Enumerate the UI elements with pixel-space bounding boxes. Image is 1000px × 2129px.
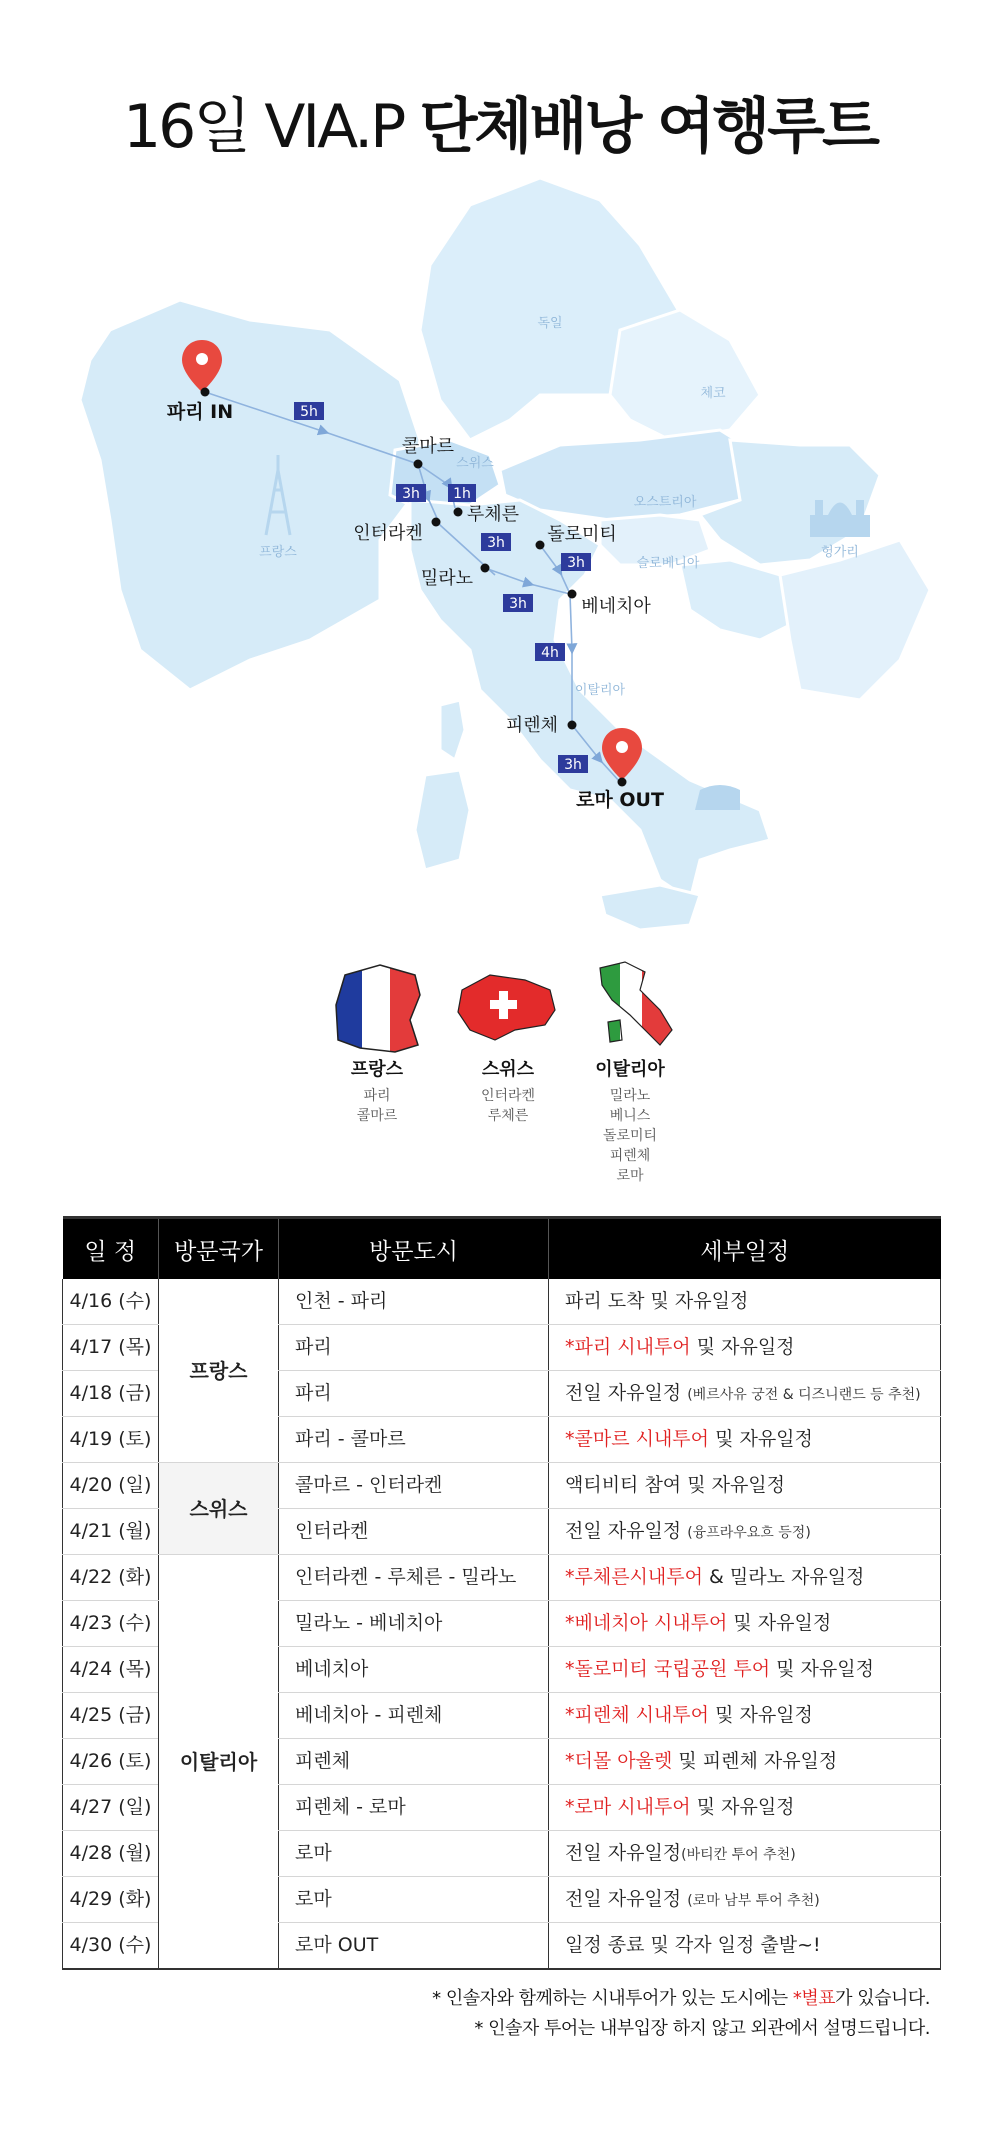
map-land-sardinia	[415, 770, 470, 870]
footnote-text: 가 있습니다.	[835, 1988, 930, 2009]
city-label-colmar: 콜마르	[401, 436, 455, 457]
row-date: 4/21 (월)	[63, 1509, 159, 1555]
flag-city: 인터라켄	[480, 1088, 536, 1104]
city-label-roma: 로마 OUT	[576, 789, 664, 811]
row-city: 인터라켄 - 루체른 - 밀라노	[279, 1555, 549, 1601]
svg-text:5h: 5h	[300, 404, 318, 420]
row-date: 4/18 (금)	[63, 1371, 159, 1417]
city-label-lucerne: 루체른	[466, 504, 520, 525]
detail-note: (베르사유 궁전 & 디즈니랜드 등 추천)	[687, 1387, 921, 1403]
row-date: 4/29 (화)	[63, 1877, 159, 1923]
detail-text: 및 피렌체 자유일정	[672, 1750, 838, 1772]
detail-highlight: *피렌체 시내투어	[565, 1704, 710, 1726]
row-date: 4/17 (목)	[63, 1325, 159, 1371]
schedule-table	[62, 1216, 941, 1970]
table-header-row	[63, 1218, 941, 1280]
detail-text: 전일 자유일정	[565, 1888, 688, 1910]
country-label-france: 프랑스	[259, 545, 297, 560]
country-label-czech: 체코	[700, 386, 726, 401]
france-flag-icon	[330, 960, 425, 1060]
city-label-dolomiti: 돌로미티	[547, 524, 617, 545]
table-row	[63, 1279, 941, 1325]
flag-name-swiss: 스위스	[481, 1059, 535, 1080]
detail-highlight: *더몰 아울렛	[565, 1750, 673, 1772]
detail-highlight: *파리 시내투어	[565, 1336, 691, 1358]
row-detail	[549, 1647, 941, 1693]
table-row	[63, 1555, 941, 1601]
flag-city: 콜마르	[356, 1108, 398, 1124]
row-detail	[549, 1509, 941, 1555]
duration-badge	[448, 484, 476, 502]
row-country: 이탈리아	[159, 1555, 279, 1970]
detail-text: 전일 자유일정	[565, 1842, 682, 1864]
country-label-swiss: 스위스	[456, 456, 494, 471]
cathedral-icon	[810, 500, 870, 537]
duration-badge	[294, 402, 324, 420]
row-detail	[549, 1831, 941, 1877]
footnote-highlight: *별표	[792, 1988, 836, 2009]
country-label-slovenia: 슬로베니아	[636, 556, 700, 571]
duration-badge	[561, 553, 591, 571]
row-date: 4/26 (토)	[63, 1739, 159, 1785]
row-date: 4/28 (월)	[63, 1831, 159, 1877]
country-label-austria: 오스트리아	[633, 495, 697, 510]
row-country: 스위스	[159, 1463, 279, 1555]
swiss-flag-icon	[458, 975, 555, 1040]
country-label-italy: 이탈리아	[574, 683, 626, 698]
header-country: 방문국가	[159, 1218, 279, 1280]
row-detail	[549, 1923, 941, 1970]
row-date: 4/19 (토)	[63, 1417, 159, 1463]
row-date: 4/27 (일)	[63, 1785, 159, 1831]
row-city: 인터라켄	[279, 1509, 549, 1555]
header-detail: 세부일정	[549, 1218, 941, 1280]
row-date: 4/20 (일)	[63, 1463, 159, 1509]
row-detail	[549, 1371, 941, 1417]
duration-badge	[535, 643, 565, 661]
page-title	[0, 92, 1000, 162]
row-city: 피렌체 - 로마	[279, 1785, 549, 1831]
detail-text: 및 자유일정	[690, 1336, 795, 1358]
detail-text: 및 자유일정	[709, 1704, 813, 1726]
map-land-balkans	[780, 540, 930, 700]
footnote-1	[432, 1984, 930, 2014]
row-city: 파리	[279, 1371, 549, 1417]
footnote-2: * 인솔자 투어는 내부입장 하지 않고 외관에서 설명드립니다.	[474, 2018, 930, 2039]
row-city: 베네치아 - 피렌체	[279, 1693, 549, 1739]
detail-text: 전일 자유일정	[565, 1520, 688, 1542]
row-city: 피렌체	[279, 1739, 549, 1785]
duration-badge	[558, 755, 588, 773]
map-land-czech	[610, 310, 760, 440]
row-city: 인천 - 파리	[279, 1279, 549, 1325]
row-detail	[549, 1325, 941, 1371]
flag-city: 베니스	[609, 1108, 651, 1124]
detail-text: 액티비티 참여 및 자유일정	[565, 1474, 786, 1496]
svg-text:4h: 4h	[541, 645, 559, 661]
header-date: 일 정	[63, 1218, 159, 1280]
detail-highlight: *로마 시내투어	[565, 1796, 691, 1818]
map-land-sicily	[600, 885, 700, 930]
route-map	[0, 160, 1000, 950]
italy-flag-icon	[595, 960, 677, 1050]
footnotes	[432, 1984, 930, 2044]
city-label-paris: 파리 IN	[166, 401, 234, 423]
flag-city: 로마	[616, 1168, 644, 1184]
title-bold: 단체배낭 여행루트	[419, 92, 878, 162]
detail-text: 및 자유일정	[709, 1428, 813, 1450]
row-city: 밀라노 - 베네치아	[279, 1601, 549, 1647]
detail-text: 일정 종료 및 각자 일정 출발~!	[565, 1934, 821, 1956]
detail-text: 및 자유일정	[770, 1658, 874, 1680]
detail-text: 전일 자유일정	[565, 1382, 688, 1404]
detail-text: 파리 도착 및 자유일정	[565, 1290, 749, 1312]
detail-note: (로마 남부 투어 추천)	[687, 1893, 820, 1909]
row-date: 4/25 (금)	[63, 1693, 159, 1739]
row-detail	[549, 1417, 941, 1463]
detail-highlight: *루체른시내투어	[565, 1566, 703, 1588]
row-city: 로마 OUT	[279, 1923, 549, 1970]
flag-name-italy: 이탈리아	[595, 1059, 665, 1080]
row-detail	[549, 1279, 941, 1325]
header-city: 방문도시	[279, 1218, 549, 1280]
flag-name-france: 프랑스	[350, 1059, 404, 1080]
footnote-text: * 인솔자와 함께하는 시내투어가 있는 도시에는	[432, 1988, 793, 2009]
row-country: 프랑스	[159, 1279, 279, 1463]
detail-note: (바티칸 투어 추천)	[681, 1847, 796, 1863]
detail-text: 및 자유일정	[727, 1612, 832, 1634]
row-detail	[549, 1739, 941, 1785]
svg-text:3h: 3h	[487, 535, 505, 551]
svg-text:3h: 3h	[567, 555, 585, 571]
row-date: 4/24 (목)	[63, 1647, 159, 1693]
detail-highlight: *베네치아 시내투어	[565, 1612, 728, 1634]
country-label-germany: 독일	[537, 316, 563, 331]
row-date: 4/30 (수)	[63, 1923, 159, 1970]
row-date: 4/16 (수)	[63, 1279, 159, 1325]
row-detail	[549, 1877, 941, 1923]
detail-note: (융프라우요흐 등정)	[687, 1525, 811, 1541]
map-land-croatia	[680, 560, 800, 640]
title-light: 16일 VIA.P	[122, 92, 404, 162]
flag-city: 파리	[363, 1088, 391, 1104]
svg-text:3h: 3h	[509, 596, 527, 612]
svg-text:3h: 3h	[564, 757, 582, 773]
country-flags	[0, 955, 1000, 1205]
city-label-milano: 밀라노	[420, 568, 474, 589]
city-label-venezia: 베네치아	[581, 596, 651, 617]
flag-city: 피렌체	[609, 1148, 651, 1164]
duration-badge	[503, 594, 533, 612]
svg-text:3h: 3h	[402, 486, 420, 502]
duration-badge	[481, 533, 511, 551]
detail-text: 및 자유일정	[690, 1796, 795, 1818]
row-detail	[549, 1555, 941, 1601]
city-label-interlaken: 인터라켄	[353, 523, 423, 544]
country-label-hungary: 헝가리	[821, 545, 859, 560]
row-city: 로마	[279, 1831, 549, 1877]
table-row	[63, 1463, 941, 1509]
svg-text:1h: 1h	[453, 486, 471, 502]
row-detail	[549, 1601, 941, 1647]
row-city: 로마	[279, 1877, 549, 1923]
flag-city: 밀라노	[609, 1088, 651, 1104]
row-city: 파리	[279, 1325, 549, 1371]
flag-city: 루체른	[487, 1108, 529, 1124]
row-detail	[549, 1785, 941, 1831]
duration-badge	[396, 484, 426, 502]
city-label-firenze: 피렌체	[505, 715, 559, 736]
row-date: 4/23 (수)	[63, 1601, 159, 1647]
row-city: 콜마르 - 인터라켄	[279, 1463, 549, 1509]
detail-text: & 밀라노 자유일정	[702, 1566, 865, 1588]
row-city: 파리 - 콜마르	[279, 1417, 549, 1463]
map-land-corsica	[440, 700, 465, 760]
row-detail	[549, 1463, 941, 1509]
row-city: 베네치아	[279, 1647, 549, 1693]
map-land-france	[80, 300, 420, 690]
flag-city: 돌로미티	[602, 1128, 658, 1144]
detail-highlight: *돌로미티 국립공원 투어	[565, 1658, 771, 1680]
row-date: 4/22 (화)	[63, 1555, 159, 1601]
row-detail	[549, 1693, 941, 1739]
detail-highlight: *콜마르 시내투어	[565, 1428, 710, 1450]
